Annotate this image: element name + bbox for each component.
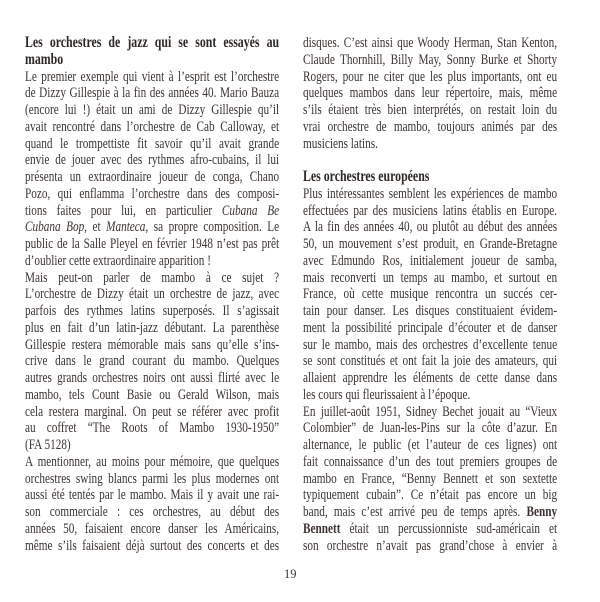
text-segment: quelques mambos dans leur répertoire, mais, même: [303, 85, 558, 102]
italic-title: Cubana Be: [221, 202, 280, 219]
text-line: [25, 253, 279, 270]
text-line: [25, 320, 279, 337]
text-segment: s’ils étaient très bien interprétés, on restait loin du: [303, 102, 558, 118]
text-segment: sur le mambo, mais des orchestres d’excellente tenue: [303, 336, 558, 353]
text-segment: avait rencontré dans l’orchestre de Cab Calloway, et: [25, 118, 280, 135]
text-line: [25, 219, 279, 236]
text-segment: Pozo, qui enflamma l’orchestre dans des composi-: [25, 185, 280, 202]
text-segment: parfois des rythmes latins superposés. Il s’agissait: [25, 303, 280, 319]
text-segment: France, où cette musique rencontra un succés cer-: [303, 286, 558, 303]
text-segment: effectuées par des musiciens latins établis en Europe.: [303, 202, 558, 219]
text-segment: envie de jouer avec des rythmes afro-cubains, il lui: [25, 152, 280, 169]
text-segment: même s’ils faisaient déjà surtout des concerts et des: [25, 537, 280, 554]
text-line: [303, 454, 557, 471]
text-line: [25, 437, 279, 454]
text-line: [303, 538, 557, 555]
text-segment: fait connaissance d’un des tout premiers groupes de: [303, 453, 558, 470]
text-segment: A la fin des années 40, ou plutôt au début des années: [303, 219, 558, 236]
text-line: [303, 270, 557, 287]
text-line: [25, 471, 279, 488]
text-line: [25, 538, 279, 555]
text-line: [303, 85, 557, 102]
text-line: [303, 521, 557, 538]
text-line: [303, 119, 557, 136]
text-segment: Gillespie restera mémorable mais sans qu’elle s’ins-: [25, 336, 280, 353]
text-segment: Mais peut-on parler de mambo à ce sujet ?: [25, 269, 280, 286]
text-segment: d’oublier cette extraordinaire apparition !: [25, 252, 211, 269]
text-segment: band, mais c’est arrivé peu de temps après.: [303, 504, 527, 520]
text-segment: tain pour danser. Les disques constituaient évidem-: [303, 303, 558, 319]
text-segment: son orchestre n’avait pas grand’chose à envier à: [303, 537, 558, 554]
text-line: [25, 85, 279, 102]
text-line: [25, 69, 279, 86]
text-segment: avec Edmundo Ros, initialement joueur de samba,: [303, 252, 558, 269]
text-segment: se sont constitués et ont fait la joie des amateurs, qui: [303, 353, 558, 370]
text-segment: mais reconverti un temps au mambo, et surtout en: [303, 269, 558, 286]
text-segment: , sa propre composition. Le: [145, 219, 280, 236]
text-segment: mambo, tels Count Basie ou Gerald Wilson, mais: [25, 386, 280, 403]
text-segment: Le premier exemple qui vient à l’esprit est l’orchestre: [25, 68, 280, 85]
text-segment: plus en fait d’un latin-jazz débutant. La parenthèse: [25, 319, 280, 336]
italic-title: Manteca: [106, 219, 146, 236]
text-line: [303, 219, 557, 236]
text-line: [303, 35, 557, 52]
text-line: [303, 337, 557, 354]
text-line: [25, 303, 279, 320]
text-line: [25, 236, 279, 253]
text-line: [303, 286, 557, 303]
text-line: [25, 487, 279, 504]
section-heading-line: [303, 169, 557, 186]
text-segment: , et: [84, 219, 107, 236]
left-column: [25, 35, 279, 554]
text-segment: Claude Thornhill, Billy May, Sonny Burke et Shorty: [303, 51, 558, 68]
text-segment: au coffret “The Roots of Mambo 1930-1950”: [25, 420, 280, 437]
text-segment: Plus intéressantes semblent les expériences de mambo: [303, 185, 558, 202]
text-line: [25, 136, 279, 153]
bold-name: Bennett: [303, 520, 341, 537]
text-segment: 50, un mouvement s’est produit, en Grande-Bretagne: [303, 236, 558, 252]
text-line: [25, 404, 279, 421]
text-line: [303, 504, 557, 521]
text-line: [303, 186, 557, 203]
text-segment: L’orchestre de Dizzy était un orchestre de jazz, avec: [25, 286, 280, 303]
text-segment: mambo: [25, 50, 64, 68]
text-segment: les cours qui fleurissaient à l’époque.: [303, 386, 471, 403]
text-line: [25, 119, 279, 136]
text-segment: musiciens latins.: [303, 135, 378, 152]
text-segment: Rogers, pour ne citer que les plus importants, ont eu: [303, 68, 558, 85]
text-segment: son commerciale : ces orchestres, au début des: [25, 504, 280, 520]
text-line: [303, 136, 557, 153]
text-segment: public de la Salle Pleyel en février 1948 n’est pas prêt: [25, 236, 280, 252]
text-line: [25, 186, 279, 203]
text-line: [25, 152, 279, 169]
text-line: [25, 270, 279, 287]
text-line: [303, 303, 557, 320]
text-line: [303, 404, 557, 421]
text-line: [303, 52, 557, 69]
text-segment: orchestres swing blancs parmi les plus modernes ont: [25, 470, 280, 487]
text-line: [25, 420, 279, 437]
text-line: [303, 203, 557, 220]
text-line: [25, 102, 279, 119]
text-segment: tions faites pour lui, en particulier: [25, 202, 222, 219]
right-column: [303, 35, 557, 554]
text-segment: alternance, le public (et l’auteur de ces lignes) ont: [303, 437, 558, 453]
text-segment: allaient apprendre les éléments de cette danse dans: [303, 370, 558, 386]
text-segment: A mentionner, au moins pour mémoire, que quelques: [25, 453, 280, 470]
text-line: [25, 454, 279, 471]
text-line: [303, 102, 557, 119]
text-line: [25, 353, 279, 370]
text-line: [303, 353, 557, 370]
text-line: [303, 471, 557, 488]
text-segment: disques. C’est ainsi que Woody Herman, Stan Kenton,: [303, 35, 558, 51]
text-segment: crive dans le grand courant du mambo. Quelques: [25, 353, 280, 370]
text-segment: vrai orchestre de mambo, toujours animés par des: [303, 118, 558, 135]
text-segment: présenta un extraordinaire joueur de conga, Chano: [25, 169, 280, 185]
text-segment: (encore lui !) était un ami de Dizzy Gillespie qu’il: [25, 102, 280, 118]
bold-name: Benny: [526, 504, 558, 520]
text-segment: quand le trompettiste fit savoir qu’il avait grande: [25, 135, 280, 152]
text-segment: Les orchestres européens: [303, 168, 430, 185]
text-line: [303, 253, 557, 270]
text-line: [303, 387, 557, 404]
text-segment: mambo en France, “Benny Bennett et son sextette: [303, 470, 558, 487]
text-segment: années 50, faisaient encore danser les Américains,: [25, 520, 280, 537]
section-heading-line: [25, 35, 279, 52]
text-line: [25, 387, 279, 404]
text-segment: Colombier” de Juan-les-Pins sur la côte d’azur. En: [303, 420, 558, 437]
text-line: [303, 320, 557, 337]
italic-title: Cubana Bop: [25, 219, 85, 236]
section-heading-line: [25, 52, 279, 69]
text-line: [25, 203, 279, 220]
text-segment: typiquement cubain”. Ce n’était pas encore un big: [303, 487, 558, 504]
text-line: [25, 337, 279, 354]
text-line: [303, 420, 557, 437]
text-line: [303, 487, 557, 504]
text-line: [303, 437, 557, 454]
text-segment: (FA 5128): [25, 437, 71, 453]
text-line: [25, 169, 279, 186]
text-line: [303, 370, 557, 387]
page-number: 19: [284, 567, 297, 581]
text-line: [303, 69, 557, 86]
text-line: [25, 286, 279, 303]
text-segment: ment la possibilité principale d’écouter et de danser: [303, 319, 558, 336]
text-segment: de Dizzy Gillespie à la fin des années 40. Mario Bauza: [25, 85, 280, 102]
text-segment: autres grands orchestres noirs ont aussi flirté avec le: [25, 370, 280, 386]
text-line: [303, 152, 557, 169]
text-line: [25, 504, 279, 521]
text-segment: aussi été tentés par le mambo. Mais il y avait une rai-: [25, 487, 280, 504]
text-segment: En juillet-août 1951, Sidney Bechet jouait au “Vieux: [303, 403, 558, 420]
text-line: [303, 236, 557, 253]
text-segment: était un percussionniste sud-américain et: [340, 520, 558, 537]
text-segment: Les orchestres de jazz qui se sont essayés au: [25, 34, 280, 51]
text-segment: cela restera marginal. On peut se référer avec profit: [25, 403, 280, 420]
text-line: [25, 370, 279, 387]
text-line: [25, 521, 279, 538]
